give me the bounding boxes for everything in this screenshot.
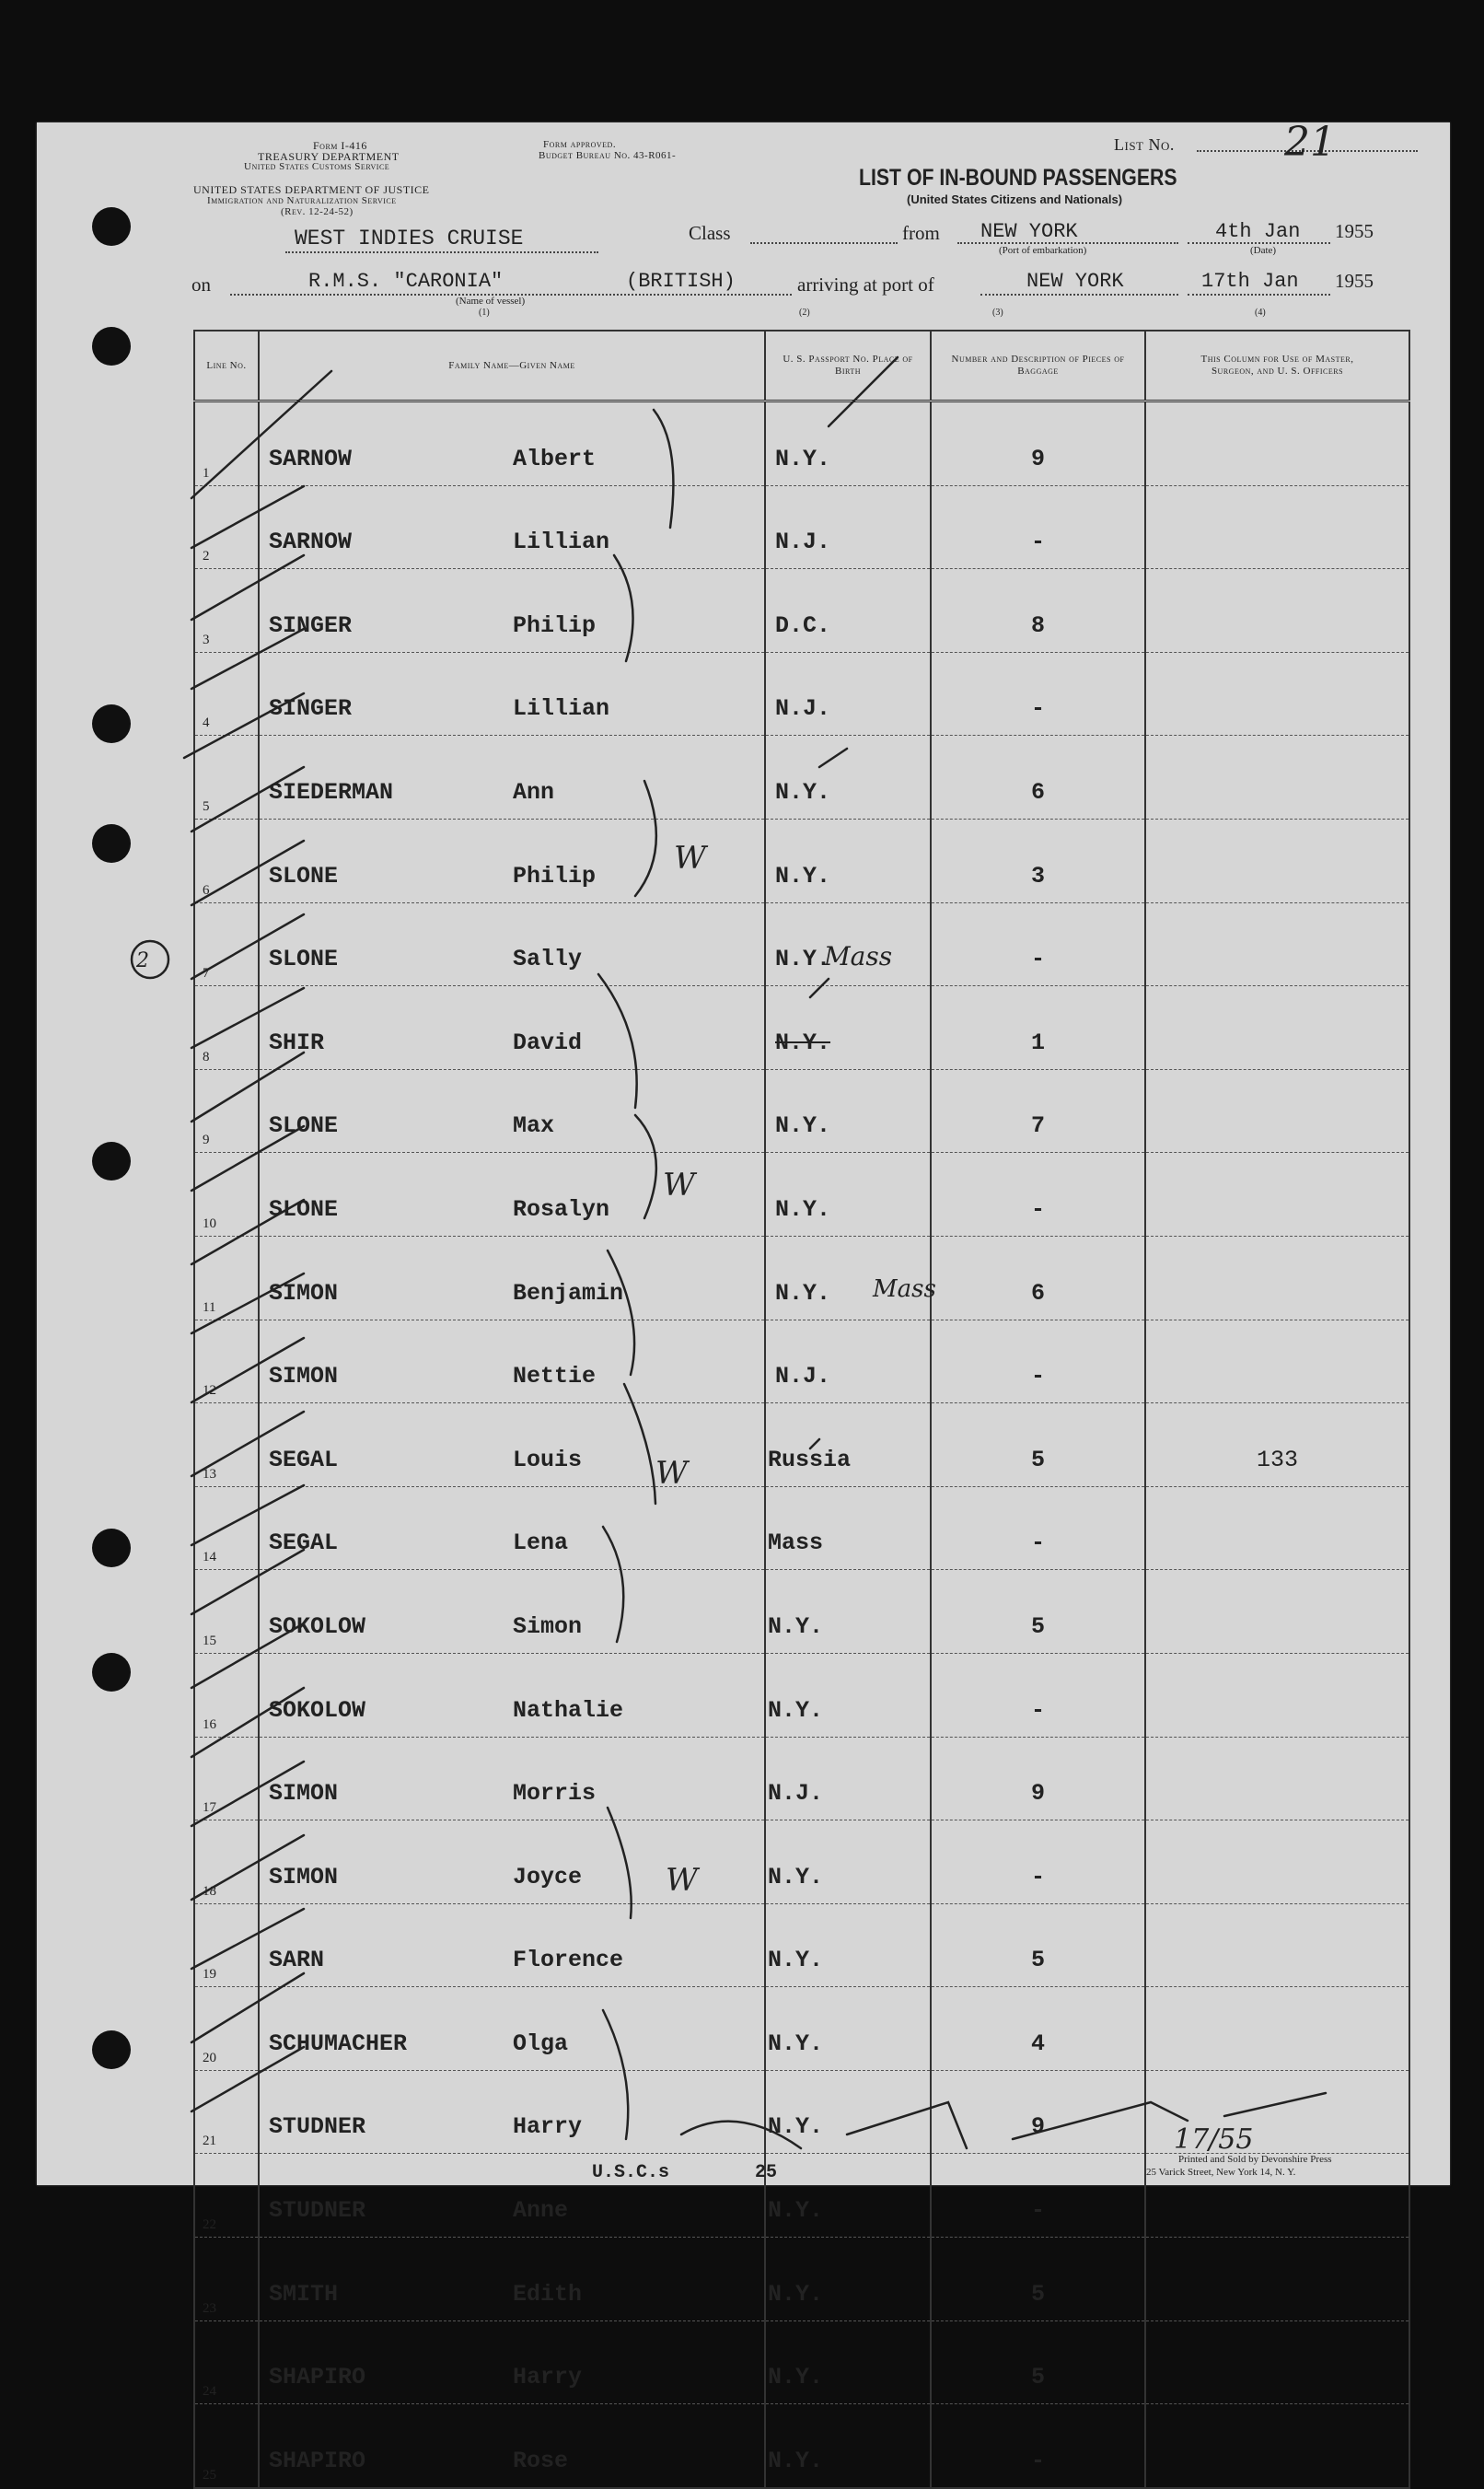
printer-line-2: 25 Varick Street, New York 14, N. Y.	[1146, 2167, 1296, 2178]
officer-cell	[1145, 2320, 1409, 2404]
bracket-mark	[598, 974, 637, 1108]
col2-label: (2)	[799, 308, 810, 318]
passenger-count: 25	[755, 2162, 778, 2183]
line-number: 19	[194, 1903, 259, 1987]
baggage-count: -	[931, 1486, 1145, 1570]
treasury-label: TREASURY DEPARTMENT	[258, 150, 400, 163]
name-cell	[259, 2320, 765, 2404]
given-name: Florence	[513, 1947, 624, 1974]
family-name: SARNOW	[269, 529, 353, 556]
baggage-count: 5	[931, 1570, 1145, 1654]
family-name: SHIR	[269, 1029, 325, 1056]
family-name: SIEDERMAN	[269, 778, 394, 806]
table-row	[194, 2238, 1409, 2321]
given-name: Harry	[513, 2113, 583, 2141]
row13-note: Mass	[873, 1275, 936, 1303]
family-name: SCHUMACHER	[269, 2030, 408, 2057]
budget-bureau: Budget Bureau No. 43-R061-	[539, 150, 677, 161]
baggage-count: -	[931, 1153, 1145, 1237]
bracket-mark	[603, 1527, 623, 1642]
printer-line-1: Printed and Sold by Devonshire Press	[1178, 2154, 1332, 2165]
check-mark	[191, 914, 304, 979]
form-subtitle: (United States Citizens and Nationals)	[907, 192, 1123, 206]
family-name: SOKOLOW	[269, 1612, 366, 1640]
line-number: 10	[194, 1153, 259, 1237]
family-name: STUDNER	[269, 2113, 366, 2141]
baggage-count: 9	[931, 401, 1145, 486]
bracket-mark	[624, 1384, 655, 1504]
arriving-label: arriving at port of	[797, 273, 934, 296]
check-mark	[191, 1053, 304, 1122]
family-name: SINGER	[269, 611, 353, 639]
row8-note: Mass	[824, 941, 893, 971]
check-mark	[191, 1973, 304, 2042]
w-mark: W	[666, 1862, 698, 1899]
bracket-mark	[635, 781, 656, 896]
bracket-mark	[614, 555, 633, 661]
baggage-count: -	[931, 1320, 1145, 1403]
given-name: Louis	[513, 1446, 583, 1473]
birthplace: N.Y.	[765, 819, 931, 902]
birthplace: N.Y.	[765, 1153, 931, 1237]
binder-hole	[92, 1142, 131, 1181]
check-mark	[191, 486, 304, 548]
birthplace: N.Y.	[765, 1236, 931, 1320]
baggage-count: 3	[931, 819, 1145, 902]
given-name: Nathalie	[513, 1696, 624, 1724]
given-name: Anne	[513, 2197, 569, 2225]
line-number: 1	[194, 401, 259, 486]
depart-date: 4th Jan	[1215, 220, 1301, 243]
family-name: SLONE	[269, 946, 339, 973]
given-name: Benjamin	[513, 1279, 624, 1307]
baggage-count: 9	[931, 1737, 1145, 1820]
baggage-count: 5	[931, 2320, 1145, 2404]
bracket-mark	[635, 1115, 656, 1218]
birthplace: Russia	[765, 1403, 931, 1487]
w-mark: W	[655, 1455, 688, 1492]
table-row	[194, 2404, 1409, 2488]
line-number: 9	[194, 1069, 259, 1153]
tick-mark	[810, 1439, 819, 1448]
family-name: SARNOW	[269, 445, 353, 472]
tick-mark	[829, 357, 898, 426]
birthplace: N.J.	[765, 652, 931, 736]
baggage-count: 8	[931, 569, 1145, 653]
col-passport: U. S. Passport No. Place of Birth	[765, 331, 931, 401]
given-name: Philip	[513, 862, 597, 890]
line-number: 25	[194, 2404, 259, 2488]
check-mark	[191, 629, 304, 689]
birthplace: N.J.	[765, 1737, 931, 1820]
family-name: SIMON	[269, 1363, 339, 1390]
birthplace: N.J.	[765, 1320, 931, 1403]
family-name: SOKOLOW	[269, 1696, 366, 1724]
baggage-count: 1	[931, 986, 1145, 1070]
baggage-count: -	[931, 1653, 1145, 1737]
binder-hole	[92, 824, 131, 863]
binder-hole	[92, 2030, 131, 2069]
justice-label: UNITED STATES DEPARTMENT OF JUSTICE	[193, 183, 430, 196]
uscs-label: U.S.C.s	[592, 2162, 670, 2183]
birthplace: N.Y.	[765, 1903, 931, 1987]
birthplace: N.Y.	[765, 1570, 931, 1654]
line-number: 13	[194, 1403, 259, 1487]
line-number: 12	[194, 1320, 259, 1403]
family-name: SEGAL	[269, 1446, 339, 1473]
baggage-count: 6	[931, 736, 1145, 820]
check-mark	[191, 555, 304, 620]
binder-hole	[92, 704, 131, 743]
col-baggage: Number and Description of Pieces of Baggage	[931, 331, 1145, 401]
tick-mark	[810, 979, 829, 997]
birthplace: N.Y.	[765, 2238, 931, 2321]
check-mark	[191, 1338, 304, 1402]
check-mark	[191, 1835, 304, 1900]
check-mark	[191, 2047, 304, 2111]
on-label: on	[191, 273, 211, 296]
baggage-count: 5	[931, 1403, 1145, 1487]
birthplace: N.Y.	[765, 2070, 931, 2154]
line-number: 20	[194, 1987, 259, 2071]
table-row	[194, 2320, 1409, 2404]
check-mark	[191, 767, 304, 832]
line-number: 21	[194, 2070, 259, 2154]
line-number: 22	[194, 2154, 259, 2238]
from-port: NEW YORK	[980, 220, 1078, 243]
check-mark	[191, 1909, 304, 1969]
birthplace: D.C.	[765, 569, 931, 653]
class-label: Class	[689, 222, 731, 244]
birthplace: N.Y.	[765, 2404, 931, 2488]
ins-label: Immigration and Naturalization Service	[207, 195, 397, 206]
given-name: Albert	[513, 445, 597, 472]
birthplace: N.Y.	[765, 2154, 931, 2238]
family-name: SLONE	[269, 1195, 339, 1223]
birthplace: N.J.	[765, 485, 931, 569]
check-mark	[191, 1688, 304, 1757]
arrive-date: 17th Jan	[1201, 270, 1299, 293]
family-name: SHAPIRO	[269, 2447, 366, 2474]
revision-label: (Rev. 12-24-52)	[281, 206, 354, 217]
baggage-count: 9	[931, 2070, 1145, 2154]
check-mark	[191, 1623, 304, 1688]
family-name: STUDNER	[269, 2197, 366, 2225]
family-name: SLONE	[269, 862, 339, 890]
birthplace: N.Y.	[765, 986, 931, 1070]
family-name: SMITH	[269, 2280, 339, 2308]
line-number: 3	[194, 569, 259, 653]
col1-label: (1)	[479, 308, 490, 318]
form-title: LIST OF IN-BOUND PASSENGERS	[859, 165, 1177, 191]
check-mark	[191, 1485, 304, 1545]
given-name: Ann	[513, 778, 555, 806]
birthplace: N.Y.	[765, 1987, 931, 2071]
col3-label: (3)	[992, 308, 1003, 318]
baggage-count: 6	[931, 1236, 1145, 1320]
check-mark	[191, 1200, 304, 1264]
check-mark	[184, 693, 304, 758]
check-mark	[191, 841, 304, 905]
given-name: Lillian	[513, 695, 610, 723]
given-name: Simon	[513, 1612, 583, 1640]
baggage-count: -	[931, 485, 1145, 569]
baggage-count: -	[931, 652, 1145, 736]
family-name: SINGER	[269, 695, 353, 723]
date-caption: (Date)	[1250, 245, 1277, 256]
binder-hole	[92, 327, 131, 366]
baggage-count: 4	[931, 1987, 1145, 2071]
check-mark	[191, 1274, 304, 1333]
w-mark: W	[674, 840, 706, 877]
given-name: Edith	[513, 2280, 583, 2308]
officer-mark: 133	[1145, 1403, 1409, 1487]
officer-cell	[1145, 2404, 1409, 2488]
birthplace: N.Y.	[765, 1069, 931, 1153]
w-mark: W	[663, 1167, 695, 1204]
signature-date: 17/55	[1174, 2123, 1254, 2156]
line-number: 15	[194, 1570, 259, 1654]
baggage-count: 5	[931, 2238, 1145, 2321]
form-sheet	[37, 119, 1450, 2483]
col-name: Family Name—Given Name	[259, 331, 765, 401]
line-number: 6	[194, 819, 259, 902]
baggage-count: 7	[931, 1069, 1145, 1153]
birthplace: N.Y.	[765, 1820, 931, 1904]
form-number: Form I-416	[313, 139, 367, 152]
check-mark	[191, 1412, 304, 1476]
baggage-count: -	[931, 902, 1145, 986]
vessel-caption: (Name of vessel)	[456, 296, 526, 307]
given-name: Lillian	[513, 529, 610, 556]
line-number: 11	[194, 1236, 259, 1320]
family-name: SLONE	[269, 1112, 339, 1140]
birthplace: N.Y.	[765, 2320, 931, 2404]
given-name: David	[513, 1029, 583, 1056]
bracket-mark	[608, 1808, 632, 1918]
list-no-value: 21	[1284, 119, 1336, 166]
col4-label: (4)	[1255, 308, 1266, 318]
from-label: from	[902, 222, 940, 244]
given-name: Harry	[513, 2364, 583, 2391]
name-cell	[259, 2404, 765, 2488]
given-name: Lena	[513, 1529, 569, 1557]
name-cell	[259, 2238, 765, 2321]
baggage-count: -	[931, 1820, 1145, 1904]
officer-cell	[1145, 2238, 1409, 2321]
baggage-count: -	[931, 2154, 1145, 2238]
binder-hole	[92, 1529, 131, 1567]
birthplace: N.Y.	[765, 736, 931, 820]
line-number: 5	[194, 736, 259, 820]
bracket-mark	[654, 410, 673, 528]
baggage-count: 5	[931, 1903, 1145, 1987]
check-mark	[191, 1126, 304, 1191]
given-name: Olga	[513, 2030, 569, 2057]
depart-year: 1955	[1335, 220, 1374, 242]
baggage-count: -	[931, 2404, 1145, 2488]
birthplace: Mass	[765, 1486, 931, 1570]
circle-number: 2	[136, 949, 149, 972]
customs-label: United States Customs Service	[244, 161, 390, 172]
line-number: 2	[194, 485, 259, 569]
arrive-year: 1955	[1335, 270, 1374, 292]
family-name: SIMON	[269, 1780, 339, 1808]
cruise-name: WEST INDIES CRUISE	[295, 227, 524, 250]
handwritten-marks	[37, 122, 1450, 2185]
given-name: Joyce	[513, 1863, 583, 1890]
check-mark	[191, 988, 304, 1048]
given-name: Philip	[513, 611, 597, 639]
line-number: 24	[194, 2320, 259, 2404]
given-name: Rose	[513, 2447, 569, 2474]
handwritten-text	[135, 840, 1253, 2156]
check-mark	[191, 1762, 304, 1826]
given-name: Morris	[513, 1780, 597, 1808]
line-number: 14	[194, 1486, 259, 1570]
form-approved: Form approved.	[543, 139, 617, 150]
family-name: SIMON	[269, 1863, 339, 1890]
family-name: SEGAL	[269, 1529, 339, 1557]
given-name: Nettie	[513, 1363, 597, 1390]
birthplace: N.Y.	[765, 401, 931, 486]
birthplace: N.Y.	[765, 1653, 931, 1737]
bracket-mark	[603, 2010, 628, 2139]
given-name: Rosalyn	[513, 1195, 610, 1223]
list-no-label: List No.	[1114, 135, 1175, 154]
line-number: 23	[194, 2238, 259, 2321]
check-mark	[191, 1550, 304, 1614]
line-number: 4	[194, 652, 259, 736]
vessel-name: R.M.S. "CARONIA"	[308, 270, 504, 293]
given-name: Max	[513, 1112, 555, 1140]
line-number: 7	[194, 902, 259, 986]
bracket-mark	[608, 1250, 634, 1375]
family-name: SIMON	[269, 1279, 339, 1307]
arrival-port: NEW YORK	[1026, 270, 1124, 293]
tick-mark	[819, 749, 847, 767]
col-officers: This Column for Use of Master, Surgeon, and U. S. Officers	[1145, 331, 1409, 401]
line-number: 17	[194, 1737, 259, 1820]
line-number: 18	[194, 1820, 259, 1904]
binder-hole	[92, 207, 131, 246]
birthplace: N.Y.	[765, 902, 931, 986]
family-name: SARN	[269, 1947, 325, 1974]
embark-caption: (Port of embarkation)	[999, 245, 1087, 256]
vessel-flag: (BRITISH)	[626, 270, 736, 293]
line-number: 8	[194, 986, 259, 1070]
binder-hole	[92, 1653, 131, 1692]
line-number: 16	[194, 1653, 259, 1737]
given-name: Sally	[513, 946, 583, 973]
col-line-no: Line No.	[194, 331, 259, 401]
family-name: SHAPIRO	[269, 2364, 366, 2391]
check-mark	[191, 371, 331, 498]
